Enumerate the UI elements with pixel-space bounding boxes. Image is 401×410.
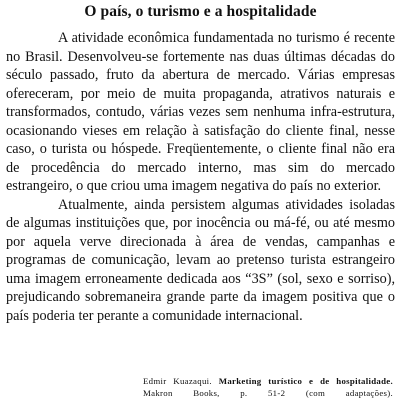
paragraph-2: Atualmente, ainda persistem algumas atividades isoladas de algumas instituições que, por inocência ou má-fé, ou até mesmo por aquela verve direcionada à área de vendas, campanhas e programas de comunicação, levam ao pretenso turista estrangeiro uma imagem erroneamente dedicada aos “3S” (sol, sexo e sorriso), prejudicando sobremaneira grande parte da imagem positiva que o país poderia ter perante a comunidade internacional. [6,196,395,324]
source-author: Edmir Kuazaqui. [143,376,212,386]
source-publisher: Makron Books, p. 51-2 (com adaptações). [143,388,393,398]
source-work-title: Marketing turístico e de hospitalidade. [218,376,394,386]
source-citation [143,375,393,399]
document-body [6,29,395,325]
document-title: O país, o turismo e a hospitalidade [84,3,317,20]
paragraph-1: A atividade econômica fundamentada no turismo é recente no Brasil. Desenvolveu-se fortemente nas duas últimas décadas do século passado, fruto da abertura de mercado. Várias empresas ofereceram, por meio de muita propaganda, atrativos naturais e transformados, contudo, várias vezes sem nenhuma infra-estrutura, ocasionando vieses em relação à satisfação do cliente final, nesse caso, o turista ou hóspede. Freqüentemente, o cliente final não era de procedência do mercado interno, mas sim do mercado estrangeiro, o que criou uma imagem negativa do país no exterior. [6,30,395,194]
